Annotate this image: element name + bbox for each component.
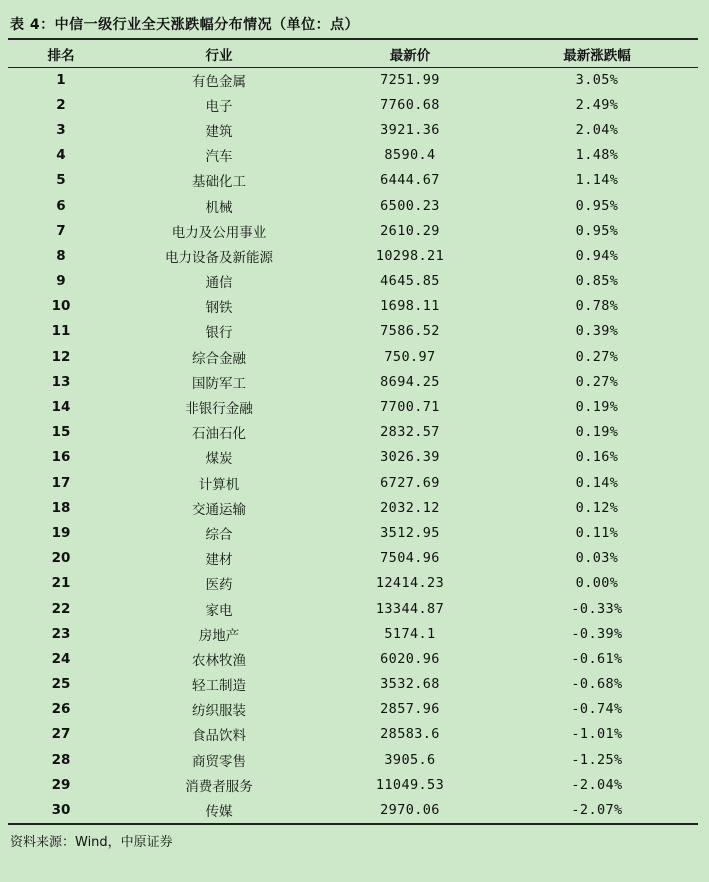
price-cell: 7251.99 [380,71,440,88]
change-cell: -0.39% [571,625,623,642]
change-cell: 1.14% [575,172,619,189]
change-cell: 1.48% [575,147,619,164]
change-cell: 0.00% [575,575,619,592]
industry-cell: 交通运输 [192,501,246,518]
table-row [8,67,698,92]
table-row [8,772,698,797]
table-header-row [8,40,698,67]
change-cell: -2.04% [571,776,623,793]
rank-cell: 21 [51,575,71,592]
industry-cell: 煤炭 [205,451,233,468]
industry-cell: 非银行金融 [185,401,253,418]
price-cell: 7586.52 [380,323,440,340]
change-cell: 0.94% [575,247,619,264]
table-row [8,92,698,117]
price-cell: 7700.71 [380,399,440,416]
rank-cell: 26 [51,701,71,718]
industry-cell: 电力及公用事业 [171,224,267,241]
rank-cell: 6 [56,197,66,214]
industry-cell: 计算机 [198,476,240,493]
price-cell: 8694.25 [380,373,440,390]
change-cell: 0.12% [575,499,619,516]
industry-cell: 国防军工 [192,375,246,392]
rank-cell: 5 [56,172,66,189]
industry-cell: 传媒 [205,804,233,821]
table-row [8,697,698,722]
industry-cell: 商贸零售 [192,753,246,770]
change-cell: 0.19% [575,424,619,441]
industry-cell: 基础化工 [192,174,246,191]
change-cell: 0.95% [575,197,619,214]
industry-cell: 汽车 [205,149,233,166]
price-cell: 2610.29 [380,222,440,239]
change-cell: 0.11% [575,524,619,541]
table-row [8,117,698,142]
industry-cell: 消费者服务 [185,778,253,795]
rank-cell: 28 [51,751,71,768]
change-cell: 0.95% [575,222,619,239]
industry-cell: 电力设备及新能源 [165,249,273,266]
table-row [8,596,698,621]
table-row [8,420,698,445]
table-row [8,646,698,671]
header-change: 最新涨跌幅 [563,47,631,64]
price-cell: 12414.23 [375,575,445,592]
table-row [8,294,698,319]
price-cell: 5174.1 [384,625,436,642]
industry-cell: 建筑 [205,123,233,140]
rank-cell: 9 [56,273,66,290]
table-row [8,369,698,394]
source-note: 资料来源：Wind，中原证券 [10,835,173,850]
table-row [8,319,698,344]
price-cell: 2032.12 [380,499,440,516]
table-row [8,394,698,419]
industry-cell: 银行 [205,325,233,342]
price-cell: 7760.68 [380,96,440,113]
table-title: 表 4：中信一级行业全天涨跌幅分布情况（单位：点） [10,17,360,33]
table-row [8,520,698,545]
table-row [8,747,698,772]
table-row [8,571,698,596]
bottom-rule [8,823,698,825]
industry-cell: 食品饮料 [192,728,246,745]
change-cell: -1.25% [571,751,623,768]
table-row [8,193,698,218]
price-cell: 4645.85 [380,273,440,290]
change-cell: -0.68% [571,676,623,693]
change-cell: -0.61% [571,650,623,667]
table-row [8,243,698,268]
rank-cell: 22 [51,600,71,617]
price-cell: 3921.36 [380,121,440,138]
table-row [8,269,698,294]
change-cell: 2.04% [575,121,619,138]
change-cell: 0.39% [575,323,619,340]
price-cell: 3512.95 [380,524,440,541]
table-body [8,67,698,823]
table-row [8,621,698,646]
industry-cell: 通信 [205,275,233,292]
rank-cell: 20 [51,550,71,567]
rank-cell: 24 [51,650,71,667]
table-row [8,143,698,168]
table-row [8,722,698,747]
industry-cell: 石油石化 [192,426,246,443]
rank-cell: 27 [51,726,71,743]
change-cell: -0.74% [571,701,623,718]
change-cell: -0.33% [571,600,623,617]
table-row [8,495,698,520]
table-row [8,445,698,470]
rank-cell: 7 [56,222,66,239]
rank-cell: 15 [51,424,71,441]
change-cell: 0.14% [575,474,619,491]
price-cell: 2970.06 [380,802,440,819]
rank-cell: 30 [51,802,71,819]
industry-cell: 有色金属 [192,73,246,90]
header-industry: 行业 [205,47,233,64]
industry-cell: 机械 [205,199,233,216]
price-cell: 3532.68 [380,676,440,693]
rank-cell: 14 [51,399,71,416]
change-cell: 3.05% [575,71,619,88]
price-cell: 7504.96 [380,550,440,567]
rank-cell: 16 [51,449,71,466]
rank-cell: 25 [51,676,71,693]
industry-cell: 建材 [205,552,233,569]
price-cell: 3026.39 [380,449,440,466]
price-cell: 6500.23 [380,197,440,214]
industry-cell: 综合 [205,526,233,543]
industry-cell: 轻工制造 [192,678,246,695]
price-cell: 6020.96 [380,650,440,667]
industry-change-table [8,40,698,823]
change-cell: -1.01% [571,726,623,743]
header-rank: 排名 [47,47,75,64]
price-cell: 6444.67 [380,172,440,189]
rank-cell: 13 [51,373,71,390]
rank-cell: 10 [51,298,71,315]
rank-cell: 2 [56,96,66,113]
industry-cell: 电子 [205,98,233,115]
change-cell: 0.19% [575,399,619,416]
industry-cell: 家电 [205,602,233,619]
industry-cell: 综合金融 [192,350,246,367]
header-price: 最新价 [389,47,431,64]
price-cell: 2857.96 [380,701,440,718]
price-cell: 10298.21 [375,247,445,264]
rank-cell: 12 [51,348,71,365]
change-cell: 0.16% [575,449,619,466]
price-cell: 13344.87 [375,600,445,617]
change-cell: 0.27% [575,348,619,365]
change-cell: 0.78% [575,298,619,315]
rank-cell: 11 [51,323,71,340]
price-cell: 2832.57 [380,424,440,441]
rank-cell: 1 [56,71,66,88]
industry-cell: 农林牧渔 [192,652,246,669]
change-cell: 0.03% [575,550,619,567]
table-row [8,546,698,571]
table-row [8,344,698,369]
table-row [8,470,698,495]
price-cell: 6727.69 [380,474,440,491]
rank-cell: 18 [51,499,71,516]
rank-cell: 19 [51,524,71,541]
table-row [8,218,698,243]
industry-cell: 钢铁 [205,300,233,317]
rank-cell: 4 [56,147,66,164]
change-cell: 0.85% [575,273,619,290]
industry-cell: 房地产 [198,627,240,644]
rank-cell: 8 [56,247,66,264]
industry-cell: 医药 [205,577,233,594]
table-row [8,797,698,822]
change-cell: -2.07% [571,802,623,819]
industry-cell: 纺织服装 [192,703,246,720]
rank-cell: 3 [56,121,66,138]
price-cell: 11049.53 [375,776,445,793]
change-cell: 2.49% [575,96,619,113]
price-cell: 1698.11 [380,298,440,315]
rank-cell: 23 [51,625,71,642]
rank-cell: 17 [51,474,71,491]
table-row [8,672,698,697]
table-row [8,168,698,193]
price-cell: 28583.6 [380,726,440,743]
change-cell: 0.27% [575,373,619,390]
price-cell: 750.97 [384,348,436,365]
rank-cell: 29 [51,776,71,793]
price-cell: 8590.4 [384,147,436,164]
price-cell: 3905.6 [384,751,436,768]
